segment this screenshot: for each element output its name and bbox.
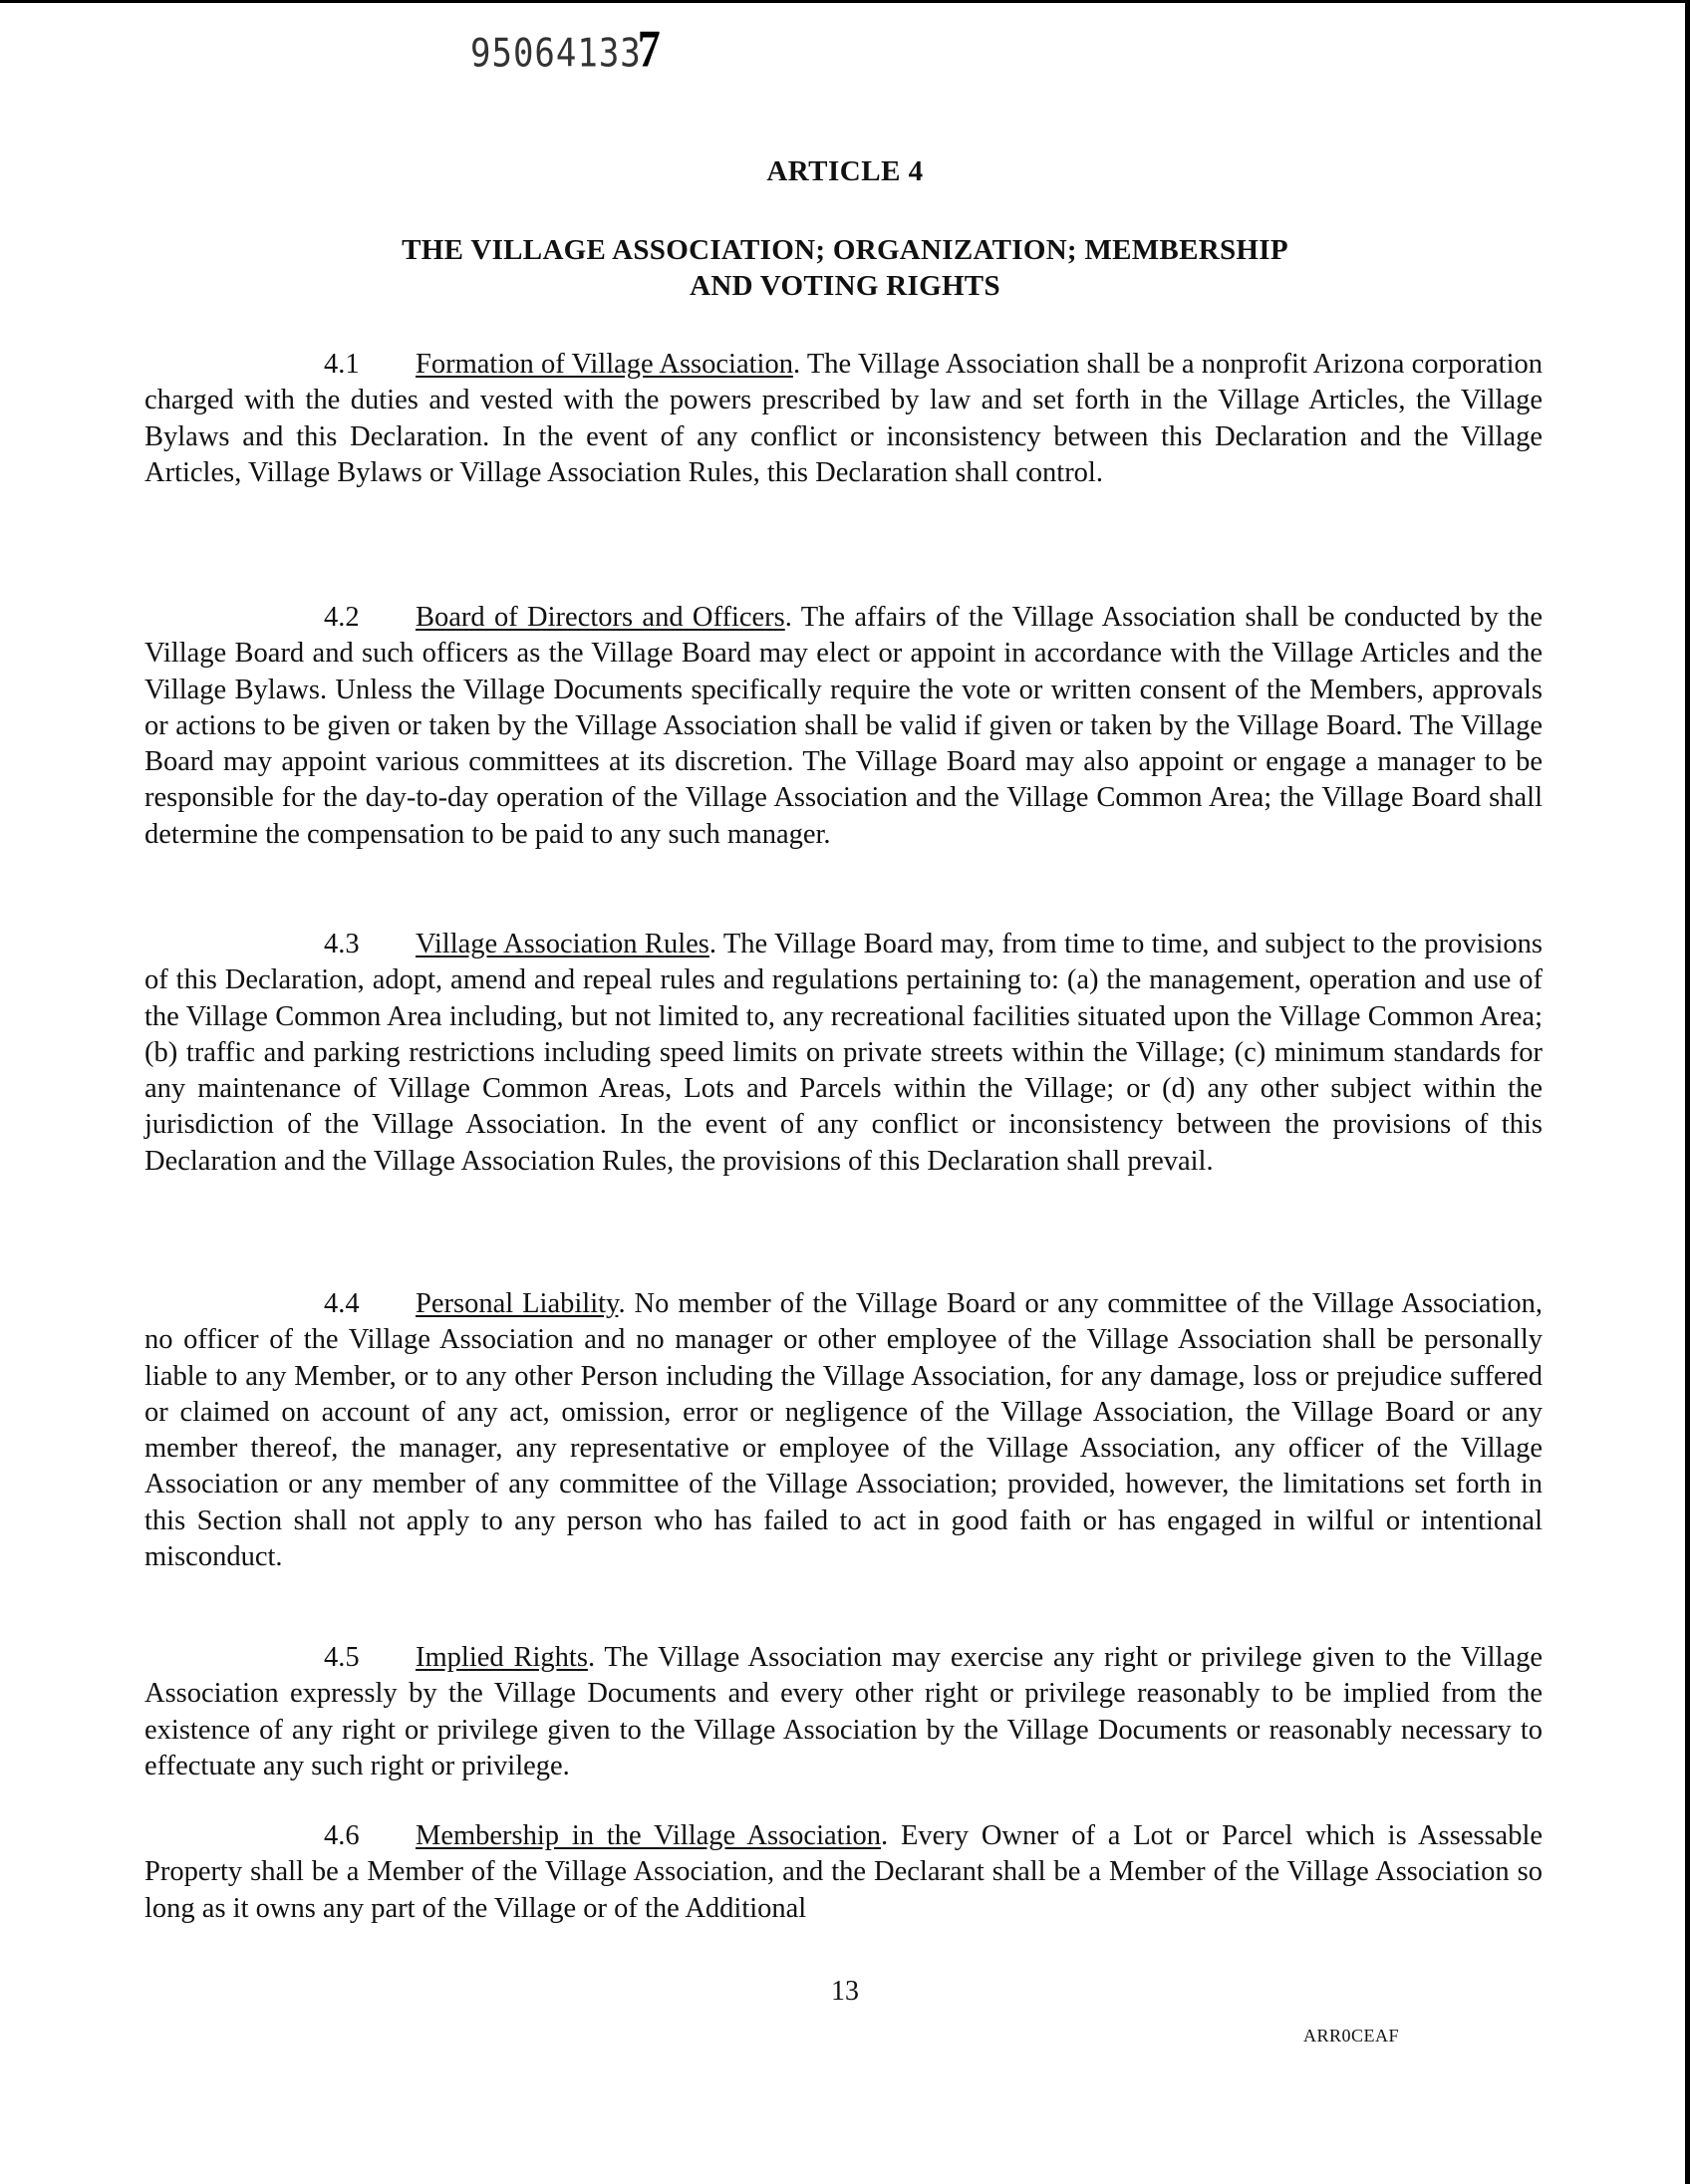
section-4-4 [144,1286,1543,1575]
section-body: . Every Owner of a Lot or Parcel which is Assessable Property shall be a Member of the Village Association, and the Declarant shall be a Member of the Village Association so long as it owns any part of the Village or of the Additional [144,1820,1544,1924]
article-heading-line2: AND VOTING RIGHTS [690,270,1000,302]
stamp-number: 95064133 [470,30,642,77]
article-title: ARTICLE 4 [766,155,924,187]
section-number: 4.3 [324,929,360,959]
article-heading-line1: THE VILLAGE ASSOCIATION; ORGANIZATION; MEMBERSHIP [402,234,1288,266]
section-body: . No member of the Village Board or any committee of the Village Association, no officer of the Village Association and no manager or other employee of the Village Association shall be personally liable to any Member, or to any other Person including the Village Association, for any damage, loss or prejudice suffered or claimed on account of any act, omission, error or negligence of the Village Association, the Village Board or any member thereof, the manager, any representative or employee of the Village Association, any officer of the Village Association or any member of any committee of the Village Association; provided, however, the limitations set forth in this Section shall not apply to any person who has failed to act in good faith or has engaged in wilful or intentional misconduct. [144,1288,1543,1573]
section-4-5 [144,1640,1543,1784]
section-4-2 [144,600,1543,853]
section-4-1 [144,347,1543,491]
section-number: 4.5 [324,1642,360,1673]
page-number: 13 [831,1976,859,2007]
section-4-6 [144,1818,1543,1927]
section-number: 4.4 [324,1288,360,1319]
section-4-3 [144,927,1543,1180]
section-title: Formation of Village Association [416,349,793,380]
section-title: Membership in the Village Association [416,1820,881,1851]
section-body: . The Village Board may, from time to time, and subject to the provisions of this Declaration, adopt, amend and repeal rules and regulations pertaining to: (a) the management, operation and use of the Village Common Area including, but not limited to, any recreational facilities situated upon the Village Common Area; (b) traffic and parking restrictions including speed limits on private streets within the Village; (c) minimum standards for any maintenance of Village Common Areas, Lots and Parcels within the Village; or (d) any other subject within the jurisdiction of the Village Association. In the event of any conflict or inconsistency between the provisions of this Declaration and the Village Association Rules, the provisions of this Declaration shall prevail. [144,929,1543,1177]
scan-edge-top [0,0,1690,3]
section-number: 4.2 [324,602,360,633]
scan-edge-right [1685,0,1690,2184]
article-heading [0,232,1690,304]
recording-stamp [470,18,662,79]
section-title: Implied Rights [416,1642,588,1673]
stamp-mark: 7 [637,19,662,78]
section-number: 4.1 [324,349,360,380]
section-title: Board of Directors and Officers [416,602,785,633]
section-body: . The Village Association may exercise any right or privilege given to the Village Association expressly by the Village Documents and every other right or privilege reasonably to be implied from the existence of any right or privilege given to the Village Association by the Village Documents or reasonably necessary to effectuate any such right or privilege. [144,1642,1543,1781]
section-title: Personal Liability [416,1288,619,1319]
section-number: 4.6 [324,1820,360,1851]
section-body: . The Village Association shall be a nonprofit Arizona corporation charged with the duties and vested with the powers prescribed by law and set forth in the Village Articles, the Village Bylaws and this Declaration. In the event of any conflict or inconsistency between this Declaration and the Village Articles, Village Bylaws or Village Association Rules, this Declaration shall control. [144,349,1543,488]
section-title: Village Association Rules [416,929,709,959]
document-code: ARR0CEAF [1303,2026,1400,2046]
section-body: . The affairs of the Village Association shall be conducted by the Village Board and such officers as the Village Board may elect or appoint in accordance with the Village Articles and the Village Bylaws. Unless the Village Documents specifically require the vote or written consent of the Members, approvals or actions to be given or taken by the Village Association shall be valid if given or taken by the Village Board. The Village Board may appoint various committees at its discretion. The Village Board may also appoint or engage a manager to be responsible for the day-to-day operation of the Village Association and the Village Common Area; the Village Board shall determine the compensation to be paid to any such manager. [144,602,1543,850]
